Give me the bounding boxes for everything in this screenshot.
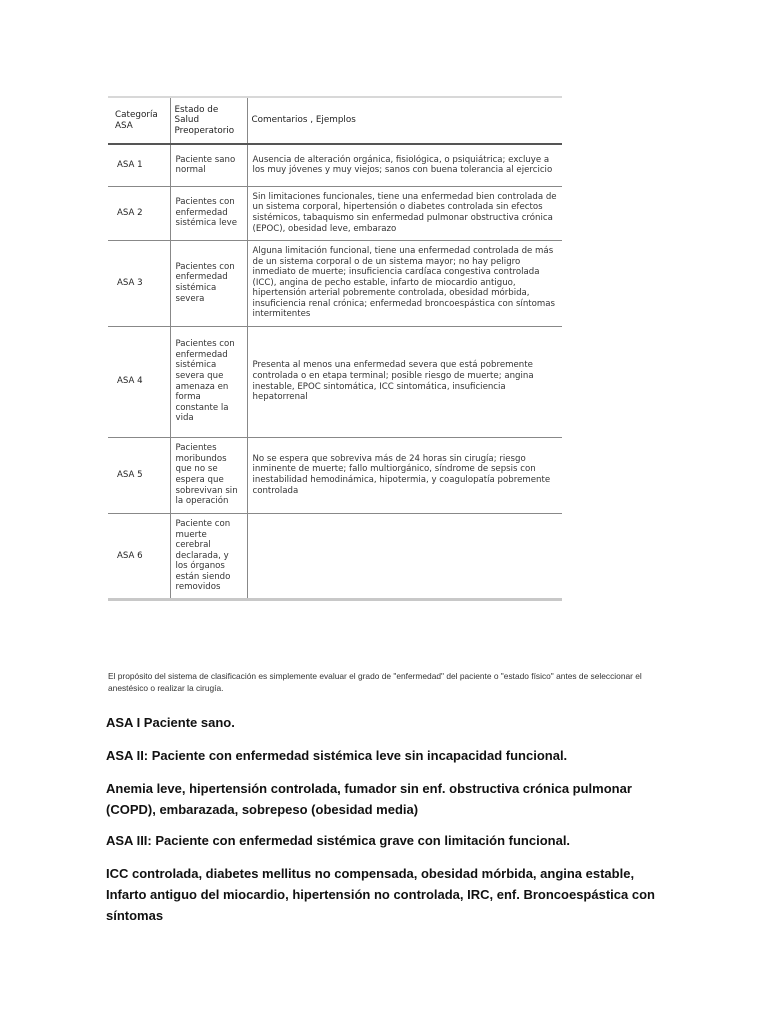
categoria-cell: ASA 6 xyxy=(108,513,170,599)
estado-cell: Paciente sano normal xyxy=(170,144,247,186)
table-row xyxy=(108,186,562,240)
estado-cell: Pacientes con enfermedad sistémica leve xyxy=(170,186,247,240)
asa-iii-examples: ICC controlada, diabetes mellitus no compensada, obesidad mórbida, angina estable, Infarto antiguo del miocardio, hipertensión no controlada, IRC, enf. Broncoespástica con síntomas xyxy=(106,866,655,923)
estado-cell: Pacientes moribundos que no se espera que sobrevivan sin la operación xyxy=(170,437,247,513)
header-categoria: Categoría ASA xyxy=(108,98,170,144)
categoria-cell: ASA 2 xyxy=(108,186,170,240)
header-comentarios: Comentarios , Ejemplos xyxy=(247,98,562,144)
comentarios-cell: No se espera que sobreviva más de 24 horas sin cirugía; riesgo inminente de muerte; fallo multiorgánico, síndrome de sepsis con inestabilidad hemodinámica, hipotermia, y coagulopatía pobremente controlada xyxy=(247,437,562,513)
asa-classification-table-image xyxy=(108,96,562,601)
asa-ii-examples: Anemia leve, hipertensión controlada, fumador sin enf. obstructiva crónica pulmonar (COPD), embarazada, sobrepeso (obesidad media) xyxy=(106,781,632,817)
header-estado: Estado de Salud Preoperatorio xyxy=(170,98,247,144)
estado-cell: Pacientes con enfermedad sistémica severa xyxy=(170,240,247,326)
asa-i-line: ASA I Paciente sano. xyxy=(106,715,235,730)
table-row xyxy=(108,240,562,326)
table-row xyxy=(108,513,562,599)
asa-ii-line: ASA II: Paciente con enfermedad sistémica leve sin incapacidad funcional. xyxy=(106,748,568,763)
categoria-cell: ASA 3 xyxy=(108,240,170,326)
comentarios-cell: Sin limitaciones funcionales, tiene una enfermedad bien controlada de un sistema corporal, hipertensión o diabetes controlada sin efectos sistémicos, tabaquismo sin enfermedad pulmonar obstructiva crónica (EPOC), obesidad leve, embarazo xyxy=(247,186,562,240)
comentarios-cell: Alguna limitación funcional, tiene una enfermedad controlada de más de un sistema corporal o de un sistema mayor; no hay peligro inmediato de muerte; insuficiencia cardíaca congestiva controlada (ICC), angina de pecho estable, infarto de miocardio antiguo, hipertensión arterial pobremente controlada, obesidad mórbida, insuficiencia renal crónica; enfermedad broncoespástica con síntomas intermitentes xyxy=(247,240,562,326)
comentarios-cell: Presenta al menos una enfermedad severa que está pobremente controlada o en etapa terminal; posible riesgo de muerte; angina inestable, EPOC sintomática, ICC sintomática, insuficiencia hepatorrenal xyxy=(247,326,562,437)
asa-classification-table xyxy=(108,98,562,600)
purpose-paragraph: El propósito del sistema de clasificación es simplemente evaluar el grado de "enfermedad" del paciente o "estado físico" antes de seleccionar el anestésico o realizar la cirugía. xyxy=(108,671,642,693)
categoria-cell: ASA 4 xyxy=(108,326,170,437)
categoria-cell: ASA 5 xyxy=(108,437,170,513)
estado-cell: Pacientes con enfermedad sistémica severa que amenaza en forma constante la vida xyxy=(170,326,247,437)
categoria-cell: ASA 1 xyxy=(108,144,170,186)
asa-iii-line: ASA III: Paciente con enfermedad sistémica grave con limitación funcional. xyxy=(106,833,571,848)
table-row xyxy=(108,326,562,437)
table-row xyxy=(108,144,562,186)
comentarios-cell xyxy=(247,513,562,599)
table-header-row xyxy=(108,98,562,144)
comentarios-cell: Ausencia de alteración orgánica, fisiológica, o psiquiátrica; excluye a los muy jóvenes y muy viejos; sanos con buena tolerancia al ejercicio xyxy=(247,144,562,186)
estado-cell: Paciente con muerte cerebral declarada, y los órganos están siendo removidos xyxy=(170,513,247,599)
table-row xyxy=(108,437,562,513)
